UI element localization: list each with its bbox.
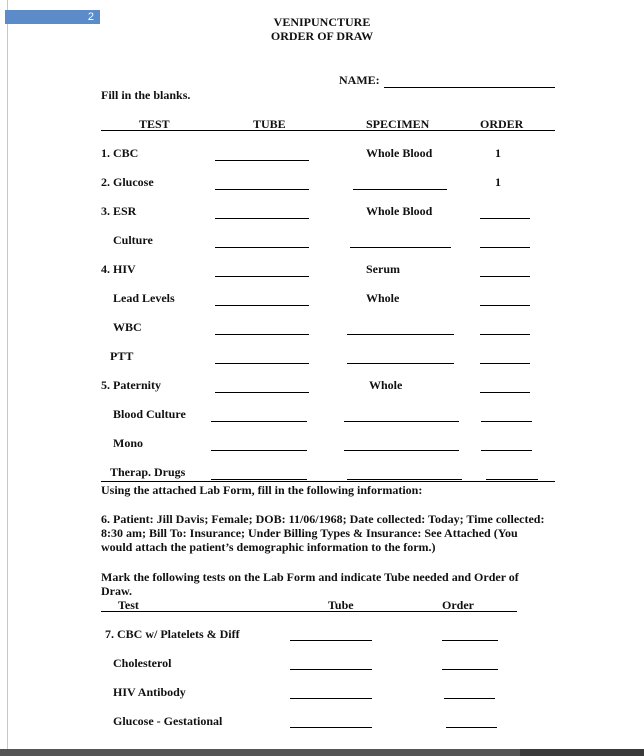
doc-subtitle: ORDER OF DRAW [270, 29, 374, 43]
order-blank[interactable] [481, 421, 532, 422]
order-blank[interactable] [480, 363, 530, 364]
table-bottom-rule [101, 481, 555, 482]
tube-blank[interactable] [290, 669, 372, 670]
order-blank[interactable] [480, 334, 530, 335]
order-blank[interactable] [446, 727, 497, 728]
col2-test-header: Test [118, 598, 139, 612]
specimen-blank[interactable] [347, 363, 454, 364]
row2-test-label: Glucose - Gestational [113, 714, 223, 728]
tube-blank[interactable] [211, 479, 307, 480]
order-value: 1 [495, 175, 501, 189]
specimen-value: Whole Blood [366, 204, 433, 218]
order-blank[interactable] [442, 669, 498, 670]
page-border [7, 0, 8, 756]
name-label: NAME: [339, 73, 380, 87]
row-test-label: Blood Culture [113, 407, 186, 421]
order-blank[interactable] [481, 450, 532, 451]
specimen-value: Whole Blood [366, 146, 433, 160]
col-tube-header: TUBE [253, 117, 286, 131]
tube-blank[interactable] [290, 698, 372, 699]
header-rule [101, 130, 555, 131]
row-test-label: PTT [110, 349, 134, 363]
tube-blank[interactable] [290, 640, 372, 641]
specimen-blank[interactable] [344, 421, 459, 422]
row-test-label: 4. HIV [101, 262, 136, 276]
row-test-label: Mono [113, 436, 143, 450]
row-test-label: Culture [113, 233, 153, 247]
tube-blank[interactable] [211, 450, 307, 451]
row-test-label: 5. Paternity [101, 378, 161, 392]
tube-blank[interactable] [215, 247, 309, 248]
instructions: Fill in the blanks. [101, 88, 191, 102]
tube-blank[interactable] [211, 421, 307, 422]
col2-tube-header: Tube [328, 598, 354, 612]
order-blank[interactable] [480, 247, 530, 248]
specimen-blank[interactable] [347, 479, 462, 480]
row-test-label: Therap. Drugs [110, 465, 186, 479]
page-number-tab: 2 [5, 10, 100, 24]
order-blank[interactable] [480, 305, 530, 306]
specimen-value: Whole [369, 378, 403, 392]
order-blank[interactable] [444, 698, 495, 699]
header2-rule [101, 611, 517, 612]
specimen-value: Whole [366, 291, 400, 305]
col-order-header: ORDER [480, 117, 524, 131]
specimen-value: Serum [366, 262, 400, 276]
col2-order-header: Order [442, 598, 474, 612]
order-blank[interactable] [480, 276, 530, 277]
specimen-blank[interactable] [347, 334, 454, 335]
tube-blank[interactable] [215, 218, 309, 219]
order-blank[interactable] [480, 218, 530, 219]
tube-blank[interactable] [215, 160, 309, 161]
lab-form-instruction: Using the attached Lab Form, fill in the following information: [101, 483, 423, 497]
tube-blank[interactable] [215, 189, 309, 190]
row2-test-label: HIV Antibody [113, 685, 186, 699]
tube-blank[interactable] [215, 276, 309, 277]
row2-test-label: 7. CBC w/ Platelets & Diff [105, 627, 240, 641]
tube-blank[interactable] [290, 727, 372, 728]
tube-blank[interactable] [215, 305, 309, 306]
col-specimen-header: SPECIMEN [366, 117, 430, 131]
row-test-label: 3. ESR [101, 204, 137, 218]
row2-test-label: Cholesterol [113, 656, 172, 670]
row-test-label: Lead Levels [113, 291, 175, 305]
name-field[interactable] [384, 87, 555, 88]
specimen-blank[interactable] [353, 189, 447, 190]
patient-paragraph: 6. Patient: Jill Davis; Female; DOB: 11/06/1968; Date collected: Today; Time collected: 8:30 am; Bill To: Insurance; Under Billing Types & Insurance: See Attached (You would attach the patient’s demographic information to the form.) [101, 512, 545, 554]
row-test-label: WBC [113, 320, 142, 334]
bottom-bar-accent [0, 749, 520, 756]
specimen-blank[interactable] [344, 450, 459, 451]
tube-blank[interactable] [215, 363, 309, 364]
order-blank[interactable] [442, 640, 498, 641]
tube-blank[interactable] [215, 334, 309, 335]
specimen-blank[interactable] [350, 247, 451, 248]
order-value: 1 [495, 146, 501, 160]
col-test-header: TEST [139, 117, 170, 131]
doc-title: VENIPUNCTURE [273, 15, 371, 29]
order-blank[interactable] [486, 479, 538, 480]
tube-blank[interactable] [215, 392, 309, 393]
row-test-label: 2. Glucose [101, 175, 154, 189]
row-test-label: 1. CBC [101, 146, 139, 160]
mark-paragraph: Mark the following tests on the Lab Form and indicate Tube needed and Order of Draw. [101, 570, 519, 598]
order-blank[interactable] [480, 392, 530, 393]
